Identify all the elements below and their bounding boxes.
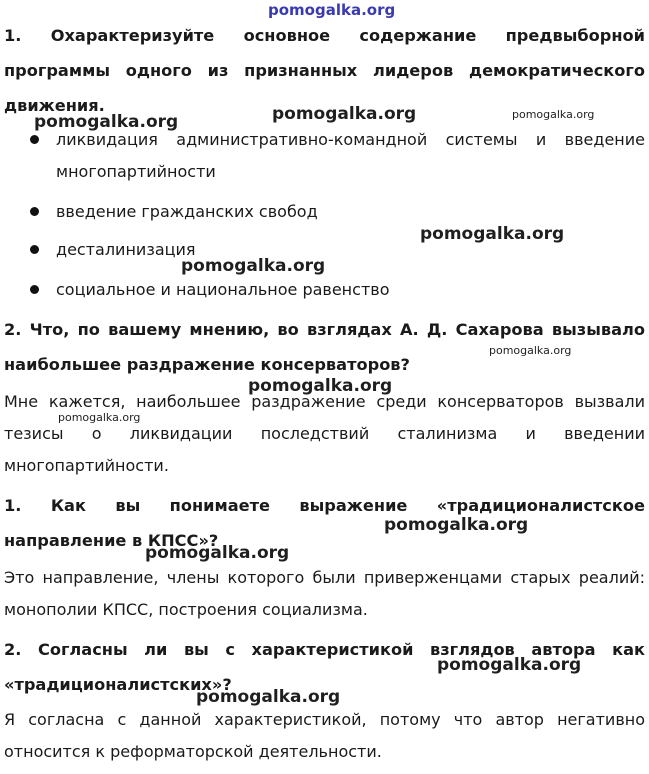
list-item-text: социальное и национальное равенство [56, 280, 390, 299]
watermark: pomogalka.org [34, 112, 179, 132]
watermark: pomogalka.org [272, 104, 417, 124]
answer-2: Мне кажется, наибольшее раздражение среди консерваторов вызвали тезисы о ликвидации последствий сталинизма и введении многопартийности. [4, 392, 645, 475]
list-item [30, 124, 645, 188]
watermark: pomogalka.org [437, 655, 582, 675]
bullet-icon [30, 207, 39, 216]
watermark: pomogalka.org [384, 515, 529, 535]
watermark: pomogalka.org [268, 1, 396, 19]
question-3: 1. Как вы понимаете выражение «традиционалистское направление в КПСС»? [4, 496, 645, 550]
watermark: pomogalka.org [58, 411, 141, 424]
watermark: pomogalka.org [489, 344, 572, 357]
question-2: 2. Что, по вашему мнению, во взглядах А. Д. Сахарова вызывало наибольшее раздражение консерваторов? [4, 320, 645, 374]
watermark: pomogalka.org [181, 256, 326, 276]
watermark: pomogalka.org [512, 108, 595, 121]
list-item-text: введение гражданских свобод [56, 202, 318, 221]
answer-3: Это направление, члены которого были приверженцами старых реалий: монополии КПСС, построения социализма. [4, 568, 645, 619]
list-item [30, 274, 645, 306]
question-4: 2. Согласны ли вы с характеристикой взглядов автора как «традиционалистских»? [4, 640, 645, 694]
answer-4: Я согласна с данной характеристикой, потому что автор негативно относится к реформаторской деятельности. [4, 710, 645, 761]
watermark: pomogalka.org [420, 224, 565, 244]
bullet-icon [30, 135, 39, 144]
bullet-icon [30, 245, 39, 254]
watermark: pomogalka.org [145, 543, 290, 563]
watermark: pomogalka.org [196, 687, 341, 707]
question-1: 1. Охарактеризуйте основное содержание предвыборной программы одного из признанных лидеров демократического движения. [4, 26, 645, 115]
list-item-text: десталинизация [56, 240, 196, 259]
watermark: pomogalka.org [248, 376, 393, 396]
bullet-icon [30, 285, 39, 294]
list-item-text: ликвидация административно-командной системы и введение многопартийности [56, 130, 645, 181]
